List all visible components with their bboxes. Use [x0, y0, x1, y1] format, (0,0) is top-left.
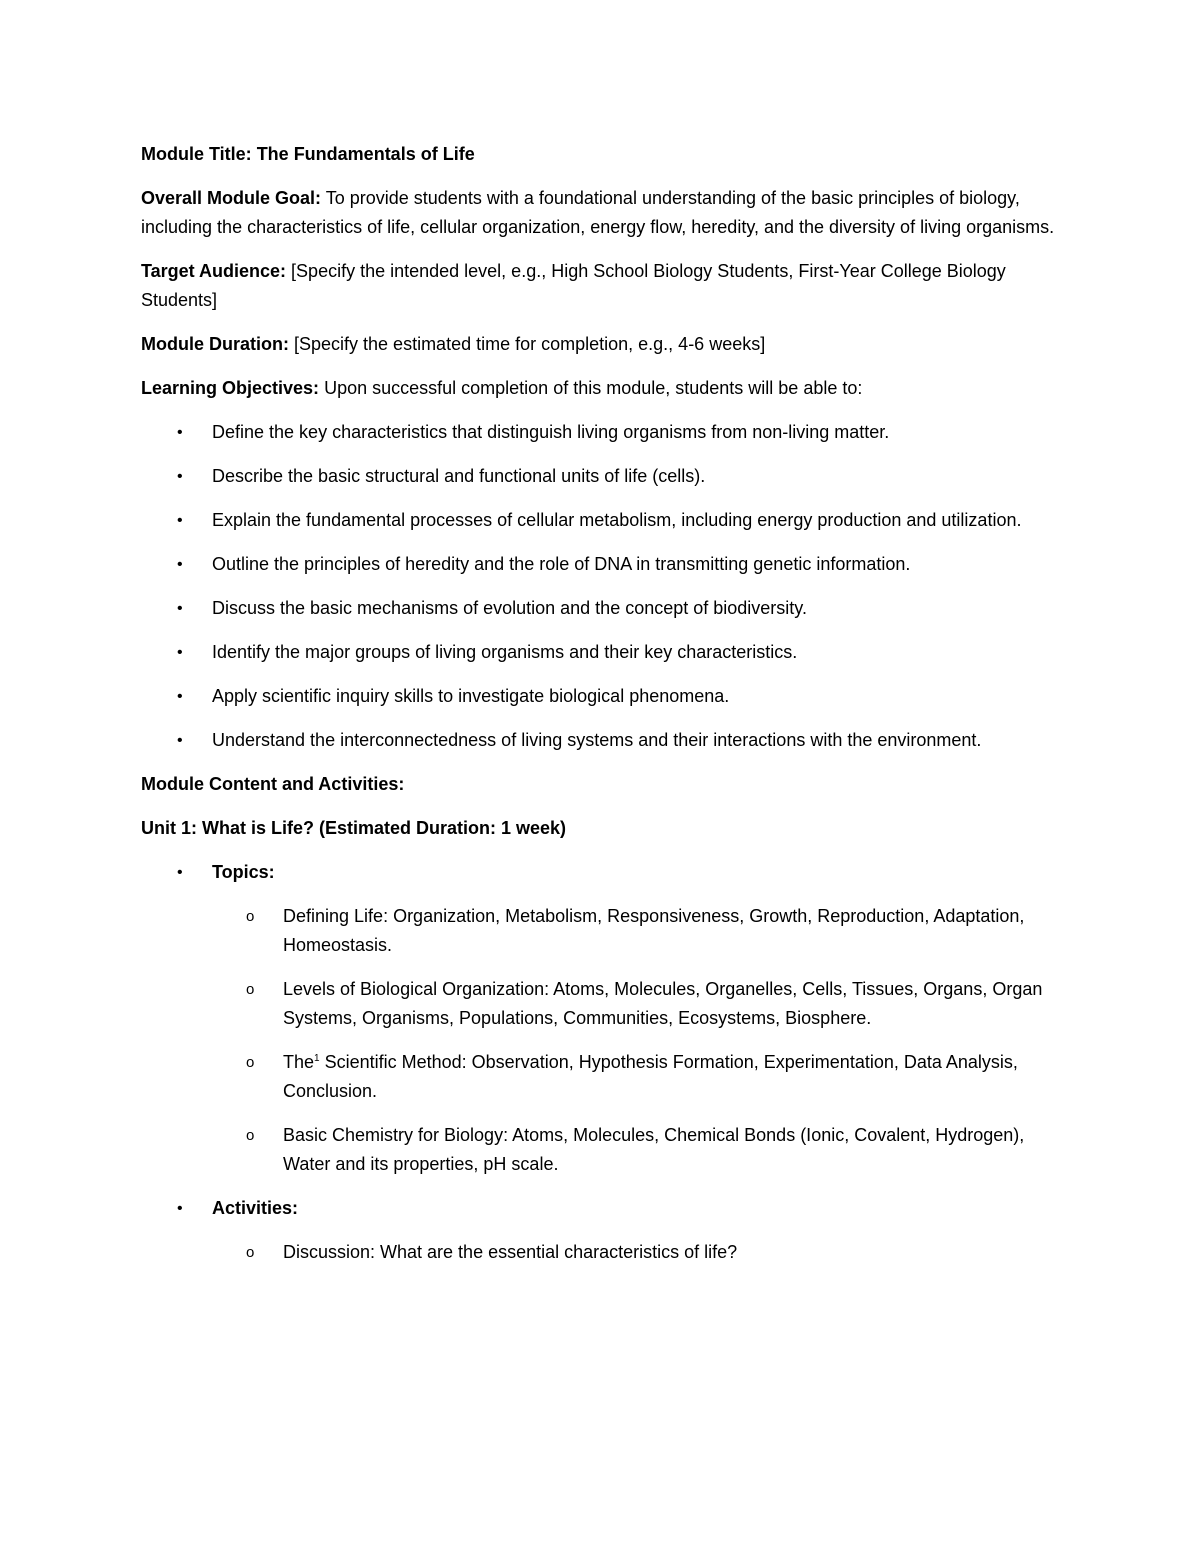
objective-text: Discuss the basic mechanisms of evolution and the concept of biodiversity. — [212, 598, 807, 618]
learning-objectives-label: Learning Objectives: — [141, 378, 320, 398]
topic-text-rest: Scientific Method: Observation, Hypothesis Formation, Experimentation, Data Analysis, Conclusion. — [283, 1052, 1018, 1101]
objective-item — [141, 682, 1061, 711]
content-heading — [141, 770, 1061, 799]
bullet-icon: • — [177, 556, 183, 573]
sub-bullet-icon: o — [246, 981, 255, 998]
bullet-icon: • — [177, 512, 183, 529]
unit1-topics-label: Topics: — [212, 862, 275, 882]
objective-text: Outline the principles of heredity and the role of DNA in transmitting genetic information. — [212, 554, 911, 574]
bullet-icon: • — [177, 468, 183, 485]
bullet-icon: • — [177, 1200, 183, 1217]
bullet-icon: • — [177, 688, 183, 705]
module-duration-label: Module Duration: — [141, 334, 289, 354]
learning-objectives-paragraph — [141, 374, 1061, 403]
topic-item — [212, 1121, 1061, 1179]
objectives-list — [141, 418, 1061, 755]
module-goal-paragraph — [141, 184, 1061, 242]
module-title-value: The Fundamentals of Life — [256, 144, 475, 164]
sub-bullet-icon: o — [246, 908, 255, 925]
module-goal-label: Overall Module Goal: — [141, 188, 322, 208]
topic-item — [212, 1048, 1061, 1106]
target-audience-paragraph — [141, 257, 1061, 315]
topic-text: Defining Life: Organization, Metabolism, Responsiveness, Growth, Reproduction, Adaptation, Homeostasis. — [283, 906, 1025, 955]
sub-bullet-icon: o — [246, 1244, 255, 1261]
objective-text: Identify the major groups of living organisms and their key characteristics. — [212, 642, 798, 662]
topic-item — [212, 975, 1061, 1033]
target-audience-text: [Specify the intended level, e.g., High School Biology Students, First-Year College Biology Students] — [141, 261, 1006, 310]
unit1-topics-list — [212, 902, 1061, 1179]
content-heading-text: Module Content and Activities: — [141, 774, 405, 794]
module-goal-text: To provide students with a foundational understanding of the basic principles of biology, including the characteristics of life, cellular organization, energy flow, heredity, and the diversity of living organisms. — [141, 188, 1055, 237]
activity-text: Discussion: What are the essential characteristics of life? — [283, 1242, 738, 1262]
topic-text: Levels of Biological Organization: Atoms, Molecules, Organelles, Cells, Tissues, Organs, Organ Systems, Organisms, Populations, Communities, Ecosystems, Biosphere. — [283, 979, 1043, 1028]
topic-item — [212, 902, 1061, 960]
unit1-heading — [141, 814, 1061, 843]
unit1-activities-label: Activities: — [212, 1198, 299, 1218]
topic-text: Basic Chemistry for Biology: Atoms, Molecules, Chemical Bonds (Ionic, Covalent, Hydrogen), Water and its properties, pH scale. — [283, 1125, 1025, 1174]
sub-bullet-icon: o — [246, 1054, 255, 1071]
objective-item — [141, 638, 1061, 667]
bullet-icon: • — [177, 424, 183, 441]
sub-bullet-icon: o — [246, 1127, 255, 1144]
bullet-icon: • — [177, 600, 183, 617]
objective-item — [141, 726, 1061, 755]
module-title-line — [141, 140, 1061, 169]
target-audience-label: Target Audience: — [141, 261, 287, 281]
unit1-activities-list — [212, 1238, 1061, 1267]
objective-item — [141, 550, 1061, 579]
document-body — [141, 140, 1061, 1282]
objective-item — [141, 462, 1061, 491]
module-duration-paragraph — [141, 330, 1061, 359]
objective-item — [141, 594, 1061, 623]
objective-text: Apply scientific inquiry skills to investigate biological phenomena. — [212, 686, 730, 706]
bullet-icon: • — [177, 732, 183, 749]
footnote-reference: 1 — [314, 1053, 320, 1064]
objective-item — [141, 506, 1061, 535]
objective-item — [141, 418, 1061, 447]
unit1-heading-text: Unit 1: What is Life? (Estimated Duration: 1 week) — [141, 818, 567, 838]
bullet-icon: • — [177, 864, 183, 881]
objective-text: Define the key characteristics that distinguish living organisms from non-living matter. — [212, 422, 890, 442]
objective-text: Understand the interconnectedness of living systems and their interactions with the environment. — [212, 730, 982, 750]
activity-item — [212, 1238, 1061, 1267]
unit1-topics-item — [141, 858, 1061, 1179]
topic-text-start: The — [283, 1052, 315, 1072]
objective-text: Describe the basic structural and functional units of life (cells). — [212, 466, 706, 486]
module-title-label: Module Title: — [141, 144, 252, 164]
bullet-icon: • — [177, 644, 183, 661]
unit1-activities-item — [141, 1194, 1061, 1267]
module-duration-text: [Specify the estimated time for completion, e.g., 4-6 weeks] — [294, 334, 766, 354]
unit1-list — [141, 858, 1061, 1267]
learning-objectives-intro: Upon successful completion of this module, students will be able to: — [324, 378, 863, 398]
objective-text: Explain the fundamental processes of cellular metabolism, including energy production and utilization. — [212, 510, 1022, 530]
